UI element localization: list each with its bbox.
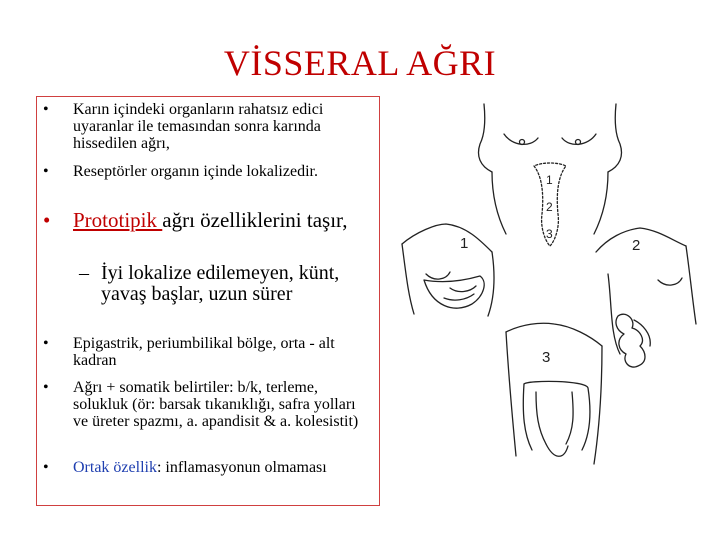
text-box — [36, 96, 380, 506]
sub-bullet-dash: – — [79, 262, 89, 284]
sub-bullet-text: İyi lokalize edilemeyen, künt, yavaş başlar, uzun sürer — [101, 262, 340, 305]
region-label-3: 3 — [546, 227, 553, 241]
bullet-dot: • — [43, 163, 49, 180]
torso-bottom-drawing — [506, 323, 602, 464]
bullet-text: Reseptörler organın içinde lokalizedir. — [73, 163, 318, 180]
anatomy-figure — [396, 84, 714, 484]
highlight-prototipik: Prototipik — [73, 208, 163, 232]
bullet-dot: • — [43, 459, 49, 476]
figure-label-1: 1 — [460, 235, 469, 252]
figure-label-3: 3 — [542, 349, 551, 366]
bullet-text-rest: : inflamasyonun olmaması — [156, 459, 327, 476]
torso-left-drawing — [402, 224, 494, 316]
bullet-text-rest: ağrı özelliklerini taşır, — [162, 208, 348, 232]
bullet-text — [73, 209, 373, 231]
region-label-2: 2 — [546, 200, 553, 214]
bullet-dot: • — [43, 335, 49, 352]
bullet-text: Ağrı + somatik belirtiler: b/k, terleme, solukluk (ör: barsak tıkanıklığı, safra yolları ve üreter spazmı, a. apandisit & a. kolesistit) — [73, 379, 359, 430]
torso-right-drawing — [596, 228, 696, 367]
bullet-text — [73, 459, 373, 476]
highlight-ortak-ozellik: Ortak özellik — [73, 459, 157, 476]
bullet-dot: • — [43, 379, 49, 396]
slide-title: VİSSERAL AĞRI — [223, 43, 497, 83]
bullet-text: Epigastrik, periumbilikal bölge, orta - alt kadran — [73, 335, 335, 369]
torso-top-drawing — [479, 104, 622, 246]
figure-label-2: 2 — [632, 237, 641, 254]
bullet-text: Karın içindeki organların rahatsız edici uyaranlar ile temasından sonra karında hissedilen ağrı, — [73, 101, 324, 152]
region-label-1: 1 — [546, 173, 553, 187]
bullet-dot: • — [43, 101, 49, 118]
bullet-dot: • — [43, 208, 51, 232]
